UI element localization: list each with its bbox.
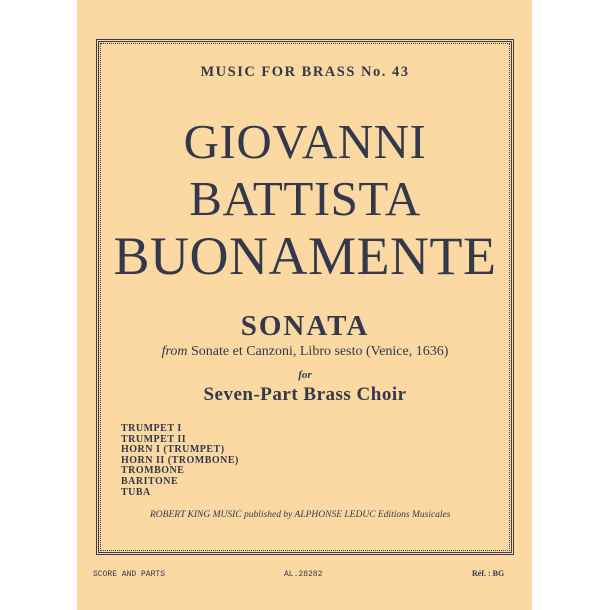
- source-line: [0, 344, 610, 360]
- part-item: TUBA: [121, 486, 151, 498]
- part-item: BARITONE: [121, 475, 179, 487]
- composer-first-name: GIOVANNI: [183, 114, 427, 169]
- source-prefix: from: [161, 344, 188, 359]
- footer-edition-type: SCORE AND PARTS: [93, 570, 166, 579]
- work-title: SONATA: [240, 310, 370, 342]
- publisher-line: ROBERT KING MUSIC published by ALPHONSE LEDUC Editions Musicales: [150, 510, 451, 520]
- ensemble: Seven-Part Brass Choir: [203, 384, 407, 405]
- part-item: TRUMPET II: [121, 433, 187, 445]
- footer-reference: Réf. : BG: [472, 569, 505, 578]
- parts-list: [121, 424, 239, 498]
- source-text: Sonate et Canzoni, Libro sesto (Venice, 1636): [191, 344, 449, 359]
- footer-catalog-number: AL.28282: [284, 570, 323, 579]
- composer-middle-name: BATTISTA: [189, 171, 421, 226]
- part-item: HORN II (TROMBONE): [121, 454, 239, 466]
- composer-last-name: BUONAMENTE: [113, 226, 497, 286]
- series-title: MUSIC FOR BRASS No. 43: [200, 64, 410, 80]
- part-item: HORN I (TRUMPET): [121, 444, 225, 456]
- part-item: TRUMPET I: [121, 423, 182, 434]
- part-item: TROMBONE: [121, 465, 185, 477]
- for-label: for: [298, 369, 312, 381]
